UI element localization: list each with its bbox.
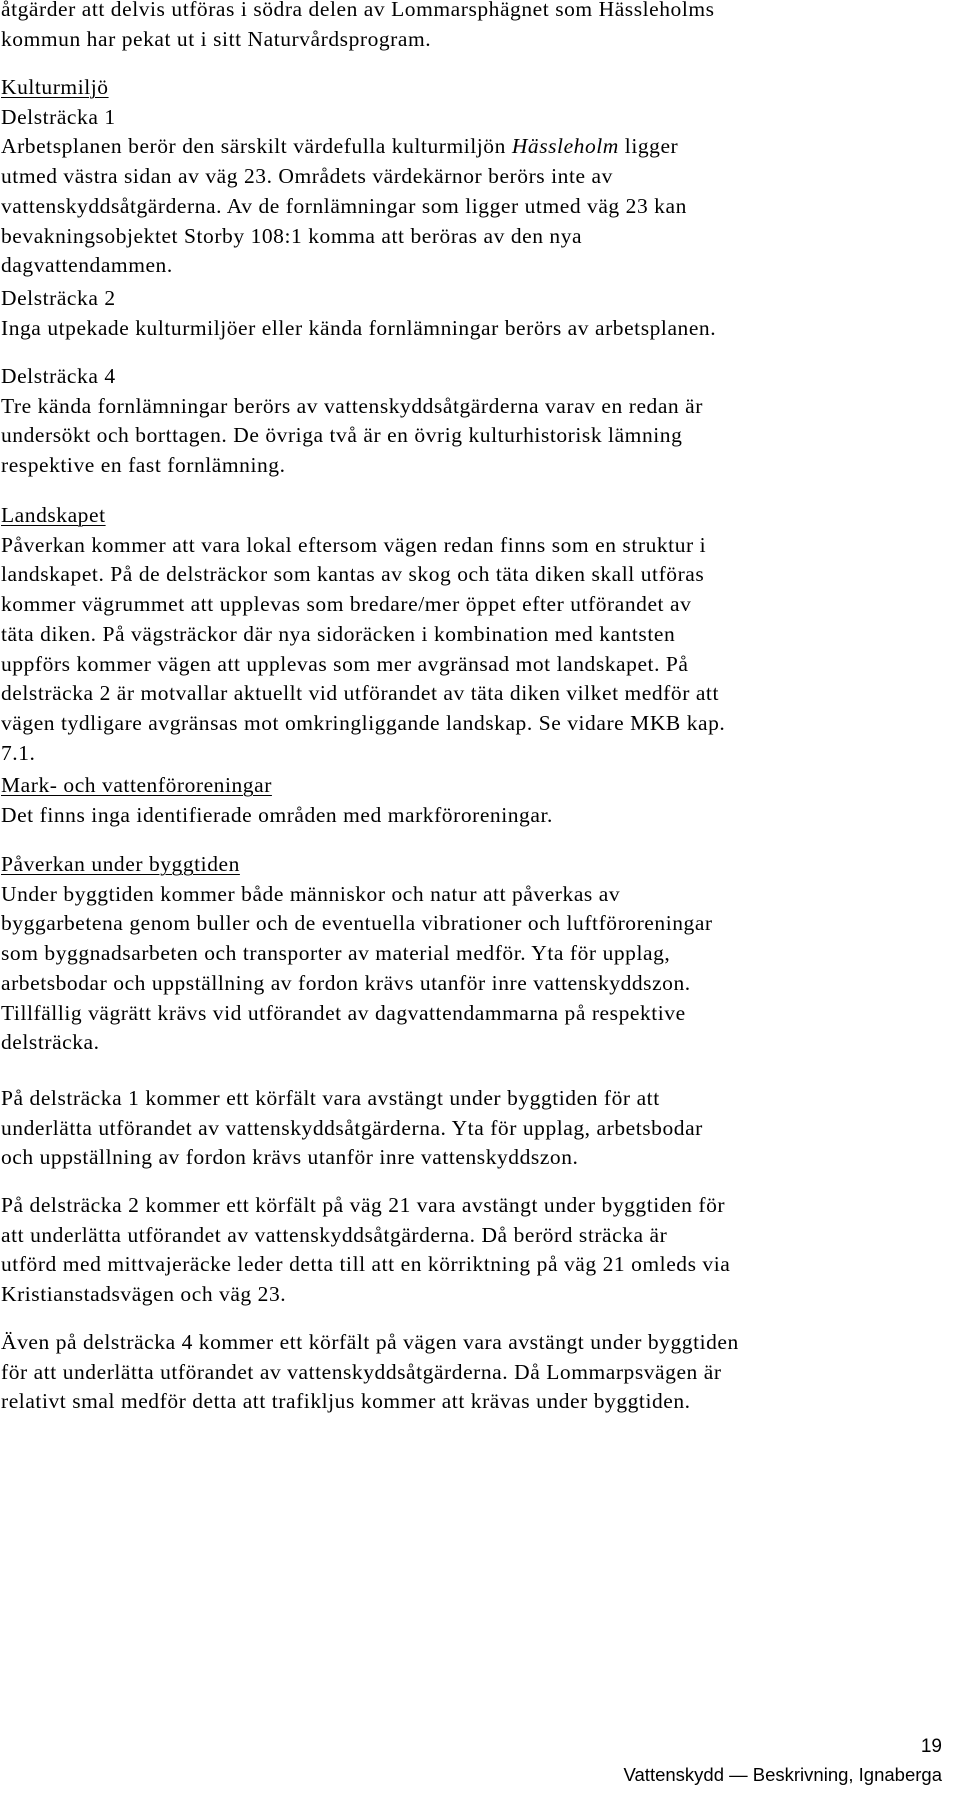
text-line: relativt smal medför detta att trafikljus kommer att krävas under byggtiden. — [1, 1389, 691, 1414]
section-heading-landskapet: Landskapet — [1, 503, 106, 527]
subheading-delstracka-1: Delsträcka 1 — [1, 104, 116, 129]
text-line: kommer vägrummet att upplevas som bredare/mer öppet efter utförandet av — [1, 592, 692, 617]
text-line: Tre kända fornlämningar berörs av vattenskyddsåtgärderna varav en redan är — [1, 393, 703, 418]
text-line: åtgärder att delvis utföras i södra delen av Lommarsphägnet som Hässleholms — [1, 0, 715, 21]
section-heading-kulturmiljo: Kulturmiljö — [1, 75, 109, 99]
delstracka-2-section — [1, 284, 716, 343]
text-line: 7.1. — [1, 740, 36, 765]
text-line: utförd med mittvajeräcke leder detta till att en körriktning på väg 21 omleds via — [1, 1252, 731, 1277]
text-line: som byggnadsarbeten och transporter av material medför. Yta för upplag, — [1, 941, 671, 966]
text-line: På delsträcka 1 kommer ett körfält vara avstängt under byggtiden för att — [1, 1086, 660, 1110]
text-line: täta diken. På vägsträckor där nya sidoräcken i kombination med kantsten — [1, 621, 676, 646]
text-line: Det finns inga identifierade områden med markföroreningar. — [1, 802, 553, 827]
delstracka-4-section — [1, 362, 703, 481]
text-line: undersökt och borttagen. De övriga två är en övrig kulturhistorisk lämning — [1, 423, 683, 448]
text-line: Inga utpekade kulturmiljöer eller kända fornlämningar berörs av arbetsplanen. — [1, 315, 717, 340]
text-run: vattenskyddsåtgärderna. — [1, 193, 223, 218]
section-heading-byggtiden: Påverkan under byggtiden — [1, 852, 240, 876]
text-line: dagvattendammen. — [1, 253, 173, 278]
intro-paragraph — [1, 0, 715, 54]
text-line: att underlätta utförandet av vattenskyddsåtgärderna. Då berörd sträcka är — [1, 1222, 668, 1247]
byggtiden-paragraph-2 — [1, 1084, 703, 1173]
text-line: På delsträcka 2 kommer ett körfält på väg 21 vara avstängt under byggtiden för — [1, 1193, 726, 1217]
text-line: vägen tydligare avgränsas mot omkringliggande landskap. Se vidare MKB kap. — [1, 710, 726, 735]
page-number: 19 — [920, 1736, 942, 1757]
subheading-delstracka-2: Delsträcka 2 — [1, 286, 116, 310]
byggtiden-section — [1, 850, 713, 1058]
text-line: respektive en fast fornlämning. — [1, 453, 286, 478]
subheading-delstracka-4: Delsträcka 4 — [1, 364, 116, 388]
text-line: bevakningsobjektet Storby 108:1 komma att beröras av den nya — [1, 223, 583, 248]
text-run: Arbetsplanen berör den särskilt värdefulla kulturmiljön — [1, 134, 512, 159]
text-line: delsträcka 2 är motvallar aktuellt vid utförandet av täta diken vilket medför att — [1, 681, 719, 706]
text-line: delsträcka. — [1, 1030, 100, 1055]
text-line — [1, 192, 687, 222]
text-line: Tillfällig vägrätt krävs vid utförandet av dagvattendammarna på respektive — [1, 1000, 686, 1025]
text-line: landskapet. På de delsträckor som kantas av skog och täta diken skall utföras — [1, 562, 705, 587]
text-line: Under byggtiden kommer både människor och natur att påverkas av — [1, 881, 621, 906]
landskapet-section — [1, 501, 725, 768]
italic-place-name: Hässleholm — [511, 134, 619, 159]
text-run: Av de fornlämningar som ligger utmed väg 23 kan — [222, 193, 687, 218]
text-line — [1, 132, 687, 162]
byggtiden-paragraph-4 — [1, 1328, 739, 1417]
text-run: ligger — [618, 134, 679, 159]
text-line: kommun har pekat ut i sitt Naturvårdsprogram. — [1, 26, 432, 51]
section-heading-mark: Mark- och vattenföroreningar — [1, 773, 272, 797]
kulturmiljo-section — [1, 73, 687, 281]
text-line: Kristianstadsvägen och väg 23. — [1, 1282, 287, 1307]
text-line: för att underlätta utförandet av vattenskyddsåtgärderna. Då Lommarpsvägen är — [1, 1359, 722, 1384]
text-line: utmed västra sidan av väg 23. Områdets värdekärnor berörs inte av — [1, 164, 613, 189]
text-line: och uppställning av fordon krävs utanför inre vattenskyddszon. — [1, 1145, 579, 1170]
text-line: underlätta utförandet av vattenskyddsåtgärderna. Yta för upplag, arbetsbodar — [1, 1115, 703, 1140]
mark-section — [1, 771, 553, 830]
text-line: arbetsbodar och uppställning av fordon krävs utanför inre vattenskyddszon. — [1, 970, 691, 995]
text-line: byggarbetena genom buller och de eventuella vibrationer och luftföroreningar — [1, 911, 713, 936]
byggtiden-paragraph-3 — [1, 1191, 730, 1310]
text-line: Påverkan kommer att vara lokal eftersom vägen redan finns som en struktur i — [1, 532, 707, 557]
page-footer: Vattenskydd — Beskrivning, Ignaberga — [623, 1764, 942, 1785]
text-line: Även på delsträcka 4 kommer ett körfält på vägen vara avstängt under byggtiden — [1, 1330, 739, 1354]
text-line: uppförs kommer vägen att upplevas som mer avgränsad mot landskapet. På — [1, 651, 689, 676]
